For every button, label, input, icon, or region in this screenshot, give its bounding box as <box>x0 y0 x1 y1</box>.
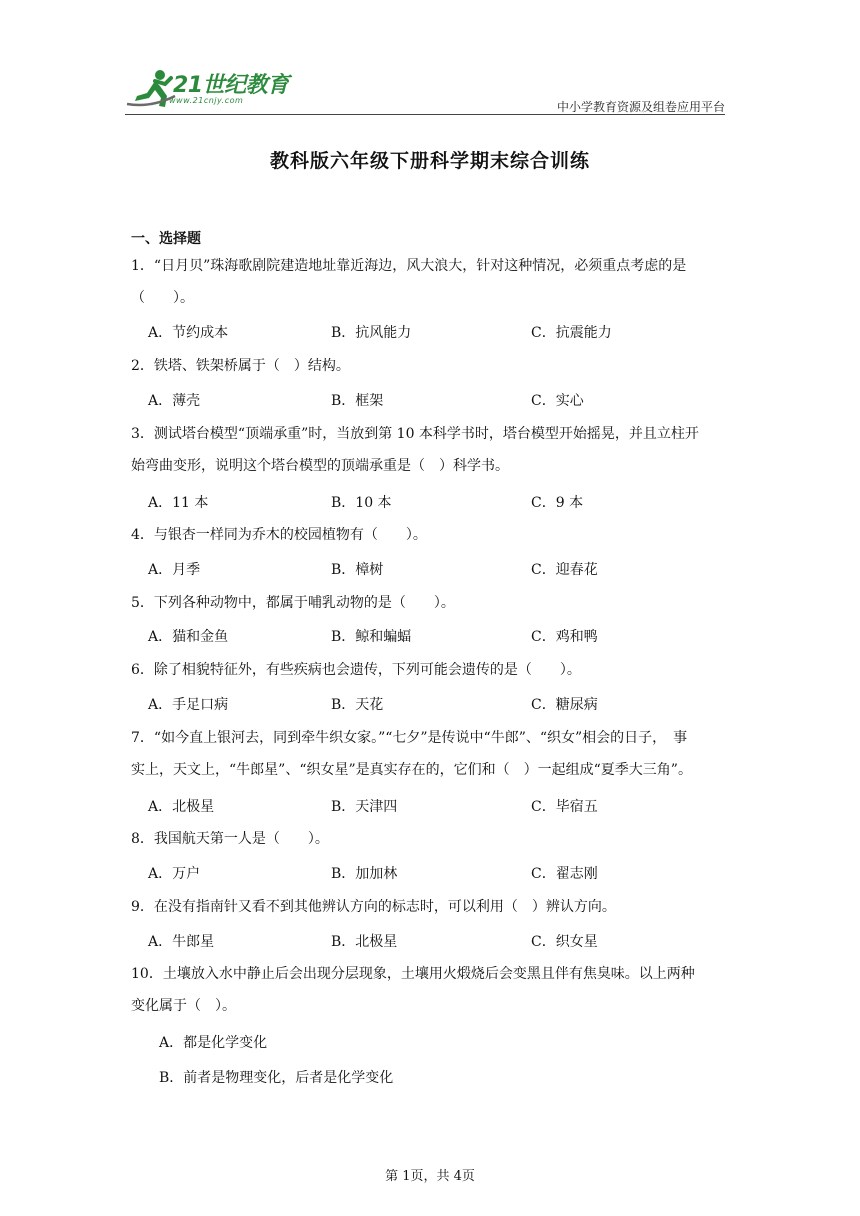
question-2 <box>131 350 731 382</box>
question-1 <box>131 250 731 314</box>
option-a: A．猫和金鱼 <box>148 629 229 645</box>
question-10-line-1: 10．土壤放入水中静止后会出现分层现象，土壤用火煅烧后会变黑且伴有焦臭味。以上两种 <box>131 966 695 982</box>
question-9-options <box>148 931 728 955</box>
question-1-line-2: （ ）。 <box>131 290 194 306</box>
option-c: C．9 本 <box>531 495 584 511</box>
option-b: B．框架 <box>331 393 384 409</box>
option-b: B．10 本 <box>331 495 392 511</box>
question-5 <box>131 587 731 619</box>
option-b: B．加加林 <box>331 866 398 882</box>
question-9-line-1: 9．在没有指南针又看不到其他辨认方向的标志时，可以利用（ ）辨认方向。 <box>131 899 616 915</box>
question-4 <box>131 519 731 551</box>
option-b: B．樟树 <box>331 562 384 578</box>
question-7 <box>131 722 731 786</box>
question-8-line-1: 8．我国航天第一人是（ ）。 <box>131 831 329 847</box>
question-6-line-1: 6．除了相貌特征外，有些疾病也会遗传，下列可能会遗传的是（ ）。 <box>131 662 581 678</box>
question-4-line-1: 4．与银杏一样同为乔木的校园植物有（ ）。 <box>131 527 427 543</box>
question-10-line-2: 变化属于（ ）。 <box>131 998 236 1014</box>
page-title: 教科版六年级下册科学期末综合训练 <box>269 150 590 172</box>
question-2-line-1: 2．铁塔、铁架桥属于（ ）结构。 <box>131 358 350 374</box>
question-10 <box>131 958 731 1022</box>
question-7-line-1: 7．“如今直上银河去，同到牵牛织女家。”“七夕”是传说中“牛郎”、“织女”相会的日子， 事 <box>131 730 688 746</box>
option-a: A．万户 <box>148 866 201 882</box>
question-7-options <box>148 796 728 820</box>
option-c: C．鸡和鸭 <box>531 629 598 645</box>
option-a: A．北极星 <box>148 799 215 815</box>
question-10-option-b: B．前者是物理变化，后者是化学变化 <box>159 1070 394 1086</box>
platform-label: 中小学教育资源及组卷应用平台 <box>556 100 725 114</box>
question-6-options <box>148 694 728 718</box>
question-7-line-2: 实上，天文上，“牛郎星”、“织女星”是真实存在的，它们和（ ）一起组成“夏季大三角”。 <box>131 762 692 778</box>
option-b: B．北极星 <box>331 934 398 950</box>
option-c: C．翟志刚 <box>531 866 598 882</box>
header-divider <box>125 114 725 115</box>
option-c: C．抗震能力 <box>531 325 612 341</box>
option-c: C．糖尿病 <box>531 697 598 713</box>
option-b: B．鲸和蝙蝠 <box>331 629 412 645</box>
question-5-line-1: 5．下列各种动物中，都属于哺乳动物的是（ ）。 <box>131 595 455 611</box>
page-header <box>125 66 725 116</box>
page-number: 第 1页，共 4页 <box>385 1169 475 1184</box>
option-c: C．迎春花 <box>531 562 598 578</box>
question-5-options <box>148 626 728 650</box>
option-a: A．手足口病 <box>148 697 229 713</box>
option-a: A．节约成本 <box>148 325 229 341</box>
question-8 <box>131 823 731 855</box>
option-c: C．实心 <box>531 393 584 409</box>
logo <box>125 66 295 114</box>
question-1-line-1: 1．“日月贝”珠海歌剧院建造地址靠近海边，风大浪大，针对这种情况，必须重点考虑的是 <box>131 258 687 274</box>
option-b: B．天津四 <box>331 799 398 815</box>
question-3-line-2: 始弯曲变形，说明这个塔台模型的顶端承重是（ ）科学书。 <box>131 458 509 474</box>
question-3-line-1: 3．测试塔台模型“顶端承重”时，当放到第 10 本科学书时，塔台模型开始摇晃，并且立柱开 <box>131 426 699 442</box>
option-c: C．毕宿五 <box>531 799 598 815</box>
logo-url: www.21cnjy.com <box>169 96 244 105</box>
logo-text: 21世纪教育 <box>173 73 289 98</box>
question-9 <box>131 891 731 923</box>
section-title: 一、选择题 <box>131 231 201 247</box>
option-c: C．织女星 <box>531 934 598 950</box>
question-3 <box>131 418 731 482</box>
question-4-options <box>148 559 728 583</box>
option-a: A．月季 <box>148 562 201 578</box>
option-b: B．抗风能力 <box>331 325 412 341</box>
option-a: A．薄壳 <box>148 393 201 409</box>
question-2-options <box>148 390 728 414</box>
option-b: B．天花 <box>331 697 384 713</box>
question-10-option-a: A．都是化学变化 <box>159 1035 268 1051</box>
option-a: A．牛郎星 <box>148 934 215 950</box>
question-8-options <box>148 863 728 887</box>
question-1-options <box>148 322 728 346</box>
question-3-options <box>148 492 728 516</box>
question-6 <box>131 654 731 686</box>
option-a: A．11 本 <box>148 495 209 511</box>
